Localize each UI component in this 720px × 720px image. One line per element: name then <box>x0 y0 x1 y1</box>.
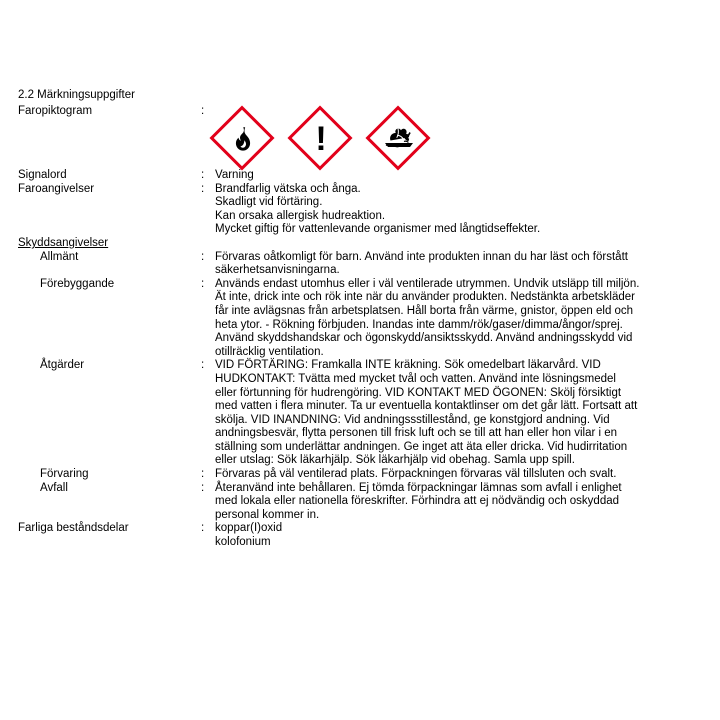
value-line: koppar(I)oxid <box>215 522 283 535</box>
table-row <box>18 482 682 523</box>
row-value <box>215 183 682 237</box>
value-line: ställning som underlättar andningen. Ge inget att äta eller dricka. Vid hudirritation <box>215 440 628 453</box>
row-colon: : <box>201 522 205 535</box>
row-colon: : <box>201 359 205 372</box>
value-line: får inte avlägsnas från arbetsplatsen. Håll borta från värme, gnistor, öppen eld och <box>215 304 634 317</box>
exclamation-mark-icon: ! <box>315 120 327 158</box>
sds-section-2-2 <box>18 88 702 550</box>
value-line: Används endast utomhus eller i väl ventilerade utrymmen. Undvik utsläpp till miljön. <box>215 277 640 290</box>
value-line: otillräcklig ventilation. <box>215 345 324 358</box>
table-row <box>18 183 682 237</box>
value-line: Skadligt vid förtäring. <box>215 196 323 209</box>
label-information-table <box>18 105 682 550</box>
value-line: eller utslag: Sök läkarhjälp. Sök läkarhjälp vid obehag. Samla upp spill. <box>215 454 575 467</box>
row-value <box>215 237 682 251</box>
value-line: Mycket giftig för vattenlevande organismer med långtidseffekter. <box>215 223 541 236</box>
flame-pictogram <box>215 111 271 167</box>
section-heading: 2.2 Märkningsuppgifter <box>18 89 135 101</box>
row-colon: : <box>201 468 205 481</box>
table-row <box>18 169 682 183</box>
value-line: eller förtunning för hudrengöring. VID KONTAKT MED ÖGONEN: Skölj försiktigt <box>215 386 622 399</box>
row-value <box>215 468 682 482</box>
value-line: VID FÖRTÄRING: Framkalla INTE kräkning. Sök omedelbart läkarvård. VID <box>215 359 601 372</box>
table-row <box>18 278 682 360</box>
value-line: med vatten i flera minuter. Ta ur eventuella kontaktlinser om det går lätt. Fortsatt att <box>215 400 638 413</box>
row-value <box>215 169 682 183</box>
table-row <box>18 359 682 468</box>
row-label: Faropiktogram <box>18 105 93 117</box>
table-row <box>18 251 682 278</box>
value-line: med lokala eller nationella föreskrifter. Förhindra att ej nödvändig och oskyddad <box>215 495 620 508</box>
value-line: Använd skyddshandskar och ögonskydd/ansiktsskydd. Använd andningsskydd vid <box>215 332 633 345</box>
value-line: andningsbesvär, flytta personen till frisk luft och se till att han eller hon vilar i en <box>215 427 618 440</box>
value-line: Förvaras på väl ventilerad plats. Förpackningen förvaras väl tillsluten och svalt. <box>215 468 617 481</box>
row-label: Faroangivelser <box>18 182 95 195</box>
row-label: Avfall <box>40 481 68 494</box>
table-row <box>18 237 682 251</box>
flame-icon <box>215 111 271 167</box>
value-line: Förvaras oåtkomligt för barn. Använd inte produkten innan du har läst och förstått <box>215 250 628 263</box>
value-line: Brandfarlig vätska och ånga. <box>215 182 361 195</box>
environment-pictogram <box>371 111 427 167</box>
row-value <box>215 251 682 278</box>
table-row <box>18 522 682 549</box>
row-colon: : <box>201 169 205 181</box>
row-value <box>215 105 682 169</box>
row-label: Förebyggande <box>40 277 115 290</box>
row-value <box>215 522 682 549</box>
value-line: kolofonium <box>215 536 271 549</box>
row-value <box>215 482 682 523</box>
row-colon: : <box>201 481 205 494</box>
row-colon: : <box>201 105 205 117</box>
row-label: Farliga beståndsdelar <box>18 522 129 535</box>
row-label: Åtgärder <box>40 359 85 372</box>
value-line: säkerhetsanvisningarna. <box>215 264 340 277</box>
value-line: Kan orsaka allergisk hudreaktion. <box>215 209 386 222</box>
table-row <box>18 105 682 169</box>
row-colon: : <box>201 182 205 195</box>
environment-icon <box>371 111 427 167</box>
value-line: Återanvänd inte behållaren. Ej tömda förpackningar lämnas som avfall i enlighet <box>215 481 622 494</box>
row-label: Allmänt <box>40 250 79 263</box>
value-line: Varning <box>215 169 254 181</box>
exclamation-mark-pictogram <box>293 111 349 167</box>
value-line: HUDKONTAKT: Tvätta med mycket tvål och vatten. Använd inte lösningsmedel <box>215 372 616 385</box>
row-colon: : <box>201 277 205 290</box>
row-label <box>18 237 201 251</box>
pictogram-group <box>215 105 682 169</box>
row-value <box>215 359 682 468</box>
row-label-text: Skyddsangivelser <box>18 236 109 249</box>
row-value <box>215 278 682 360</box>
table-row <box>18 468 682 482</box>
value-line: Ät inte, drick inte och rök inte när du använder produkten. Nedstänkta arbetskläder <box>215 291 635 304</box>
row-colon: : <box>201 250 205 263</box>
value-line: heta ytor. - Rökning förbjuden. Inandas inte damm/rök/gaser/dimma/ångor/sprej. <box>215 318 623 331</box>
row-label: Förvaring <box>40 468 89 481</box>
value-line: personal kommer in. <box>215 508 320 521</box>
row-colon <box>201 237 215 251</box>
row-label: Signalord <box>18 169 67 181</box>
value-line: skölja. VID INANDNING: Vid andningssstillestånd, ge konstgjord andning. Vid <box>215 413 610 426</box>
